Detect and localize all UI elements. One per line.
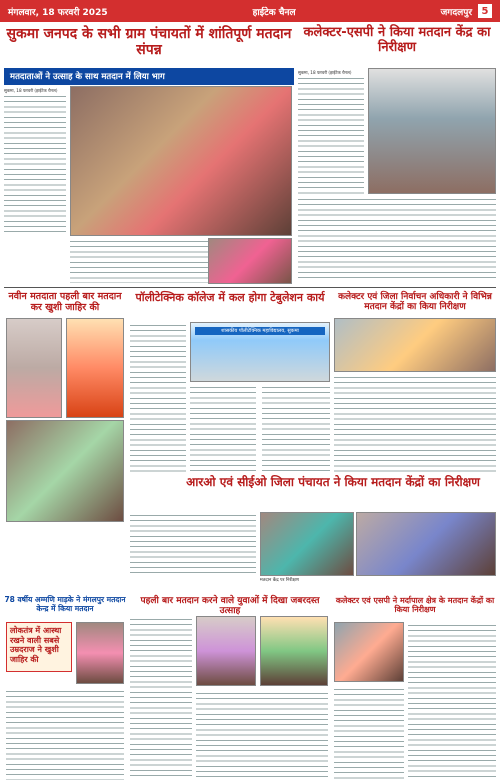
story2-headline: कलेक्टर-एसपी ने किया मतदान केंद्र का निरीक्षण [303, 25, 491, 55]
story6-headline: आरओ एवं सीईओ जिला पंचायत ने किया मतदान केंद्रों का निरीक्षण [186, 475, 480, 489]
page-number: 5 [478, 4, 492, 18]
story8-photo-1 [196, 616, 256, 686]
story4-banner: शासकीय पॉलीटेक्निक महाविद्यालय, सुकमा [195, 327, 325, 335]
story8-headline: पहली बार मतदान करने वाले युवाओं में दिखा जबरदस्त उत्साह [140, 596, 320, 617]
masthead-center: हाईटेक चैनल [252, 7, 296, 18]
story3-photo-2 [66, 318, 124, 418]
story7-photo [76, 622, 124, 684]
story6-photo-1 [260, 512, 354, 576]
story2-body: सुकमा, 18 फरवरी (हाईटेक चैनल) [298, 70, 364, 200]
story6-body [130, 512, 256, 576]
masthead [0, 0, 500, 22]
story8-body-2 [196, 690, 328, 780]
masthead-city: जगदलपुर [440, 7, 472, 18]
story9-body-1 [408, 622, 496, 780]
story1-body-left: सुकमा, 18 फरवरी (हाईटेक चैनल) [4, 88, 66, 238]
story1-photo-main [70, 86, 292, 236]
story9-headline: कलेक्टर एवं एसपी ने मर्दापाल क्षेत्र के मतदान केंद्रों का किया निरीक्षण [335, 596, 495, 615]
masthead-date: मंगलवार, 18 फरवरी 2025 [8, 7, 108, 18]
story4-body-1 [130, 322, 186, 472]
story4-body-2 [190, 384, 256, 472]
story7-headline: 78 वर्षीय अम्मणि माड़के ने मंगलपुर मतदान केन्द्र में किया मतदान [4, 595, 126, 613]
story5-headline: कलेक्टर एवं जिला निर्वाचन अधिकारी ने विभिन्न मतदान केंद्रों का किया निरीक्षण [338, 292, 492, 313]
story7-body [6, 688, 124, 780]
story5-photo [334, 318, 496, 372]
story8-body-1 [130, 616, 192, 780]
divider [4, 287, 496, 288]
story2-photo [368, 68, 496, 194]
story4-body-3 [262, 384, 330, 472]
story1-strip: मतदाताओं ने उत्साह के साथ मतदान में लिया भाग [4, 68, 294, 85]
story9-body-2 [334, 686, 404, 780]
story8-photo-2 [260, 616, 328, 686]
story6-caption: मतदान केंद्र पर निरीक्षण [260, 578, 299, 583]
story4-headline: पॉलीटेक्निक कॉलेज में कल होगा टेबुलेशन कार्य [135, 291, 325, 304]
story1-headline: सुकमा जनपद के सभी ग्राम पंचायतों में शांतिपूर्ण मतदान संपन्न [6, 26, 292, 59]
story9-photo [334, 622, 404, 682]
story7-quote: लोकतंत्र में आस्था रखने वाली सबसे उम्रदराज ने खुशी जाहिर की [6, 622, 72, 672]
story2-body-bottom [298, 196, 496, 278]
story3-photo-1 [6, 318, 62, 418]
story5-body [334, 374, 496, 472]
story6-photo-2 [356, 512, 496, 576]
story4-photo [190, 322, 330, 382]
story3-photo-3 [6, 420, 124, 522]
story1-photo-small [208, 238, 292, 284]
story3-headline: नवीन मतदाता पहली बार मतदान कर खुशी जाहिर की [8, 291, 122, 313]
